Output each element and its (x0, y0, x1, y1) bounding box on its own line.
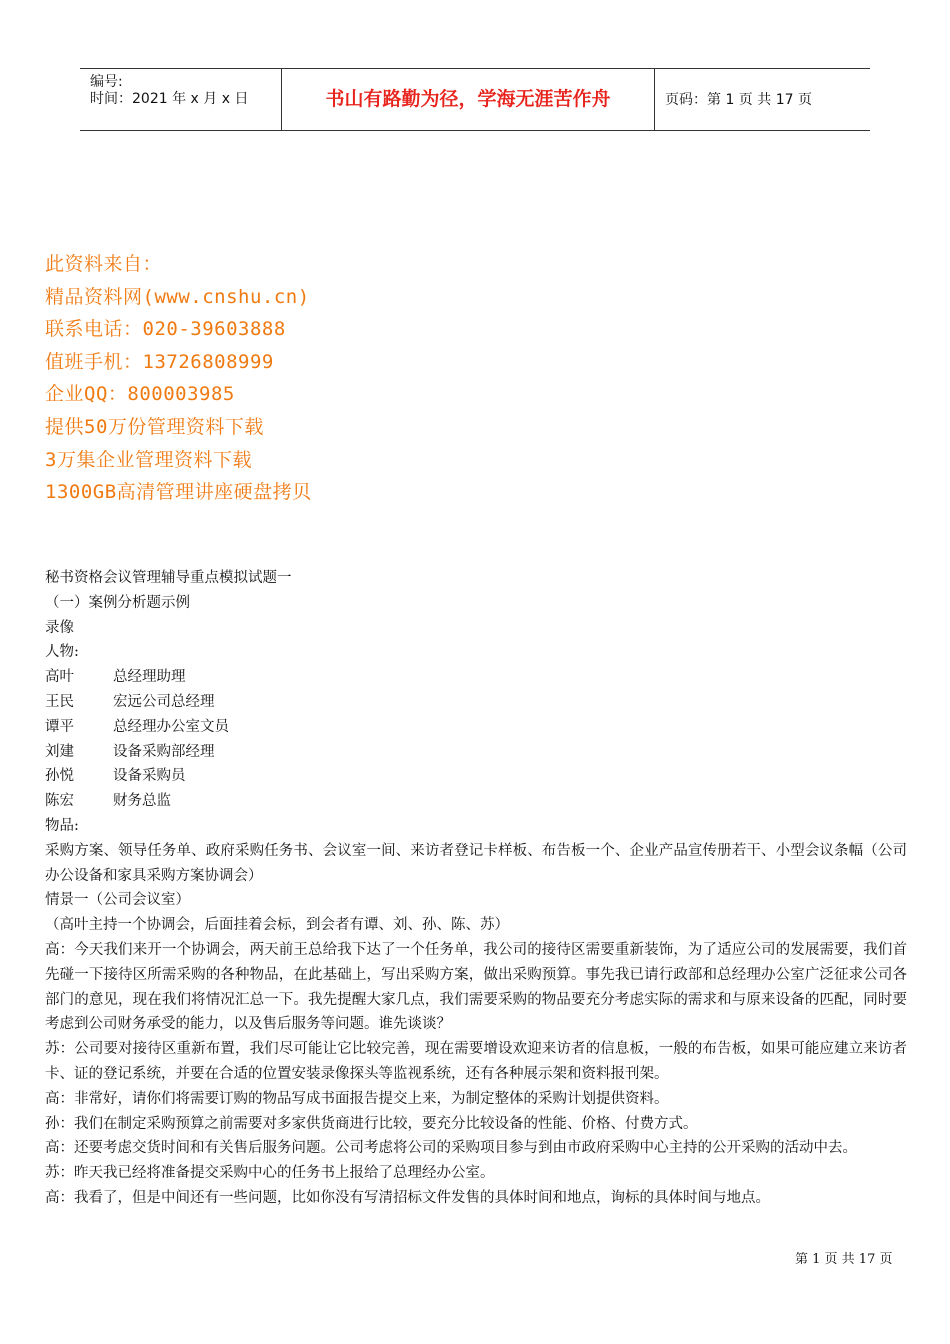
person-row (45, 665, 907, 690)
person-role: 总经理办公室文员 (113, 718, 229, 735)
person-row (45, 690, 907, 715)
section-heading: （一）案例分析题示例 (45, 594, 190, 611)
dialogue-line: 高：我看了，但是中间还有一些问题，比如你没有写清招标文件发售的具体时间和地点，询标的具体时间与地点。 (45, 1189, 770, 1206)
people-label: 人物: (45, 644, 79, 661)
promo-line: 3万集企业管理资料下载 (45, 448, 252, 471)
promo-line: 企业QQ：800003985 (45, 383, 235, 406)
header-motto: 书山有路勤为径，学海无涯苦作舟 (282, 69, 655, 130)
time-label: 时间：2021 年 x 月 x 日 (90, 91, 249, 107)
person-name: 高叶 (45, 669, 74, 686)
promo-line: 联系电话：020-39603888 (45, 318, 286, 341)
page-label: 页码：第 1 页 共 17 页 (665, 92, 812, 108)
number-label: 编号: (90, 74, 123, 90)
page-footer: 第 1 页 共 17 页 (795, 1252, 893, 1267)
dialogue-line: 高：还要考虑交货时间和有关售后服务问题。公司考虑将公司的采购项目参与到由市政府采购中心主持的公开采购的活动中去。 (45, 1140, 857, 1157)
promo-line: 精品资料网(www.cnshu.cn) (45, 285, 310, 308)
person-name: 王民 (45, 693, 74, 710)
page-header (80, 68, 870, 131)
person-role: 设备采购员 (113, 768, 186, 785)
dialogue-line: 高：今天我们来开一个协调会，两天前王总给我下达了一个任务单，我公司的接待区需要重新装饰，为了适应公司的发展需要，我们首先碰一下接待区所需采购的各种物品，在此基础上，写出采购方案，做出采购预算。事先我已请行政部和总经理办公室广泛征求公司各部门的意见，现在我们将情况汇总一下。我先提醒大家几点，我们需要采购的物品要充分考虑实际的需求和与原来设备的匹配，同时要考虑到公司财务承受的能力，以及售后服务等问题。谁先谈谈？ (45, 941, 907, 1033)
promo-block (45, 248, 312, 509)
doc-title: 秘书资格会议管理辅导重点模拟试题一 (45, 570, 292, 586)
dialogue-line: 苏：昨天我已经将准备提交采购中心的任务书上报给了总理经办公室。 (45, 1165, 495, 1182)
promo-line: 此资料来自： (45, 253, 163, 275)
person-name: 孙悦 (45, 768, 74, 785)
person-name: 谭平 (45, 718, 74, 735)
items-label: 物品: (45, 817, 79, 834)
promo-line: 提供50万份管理资料下载 (45, 415, 264, 438)
header-page (655, 69, 870, 130)
person-role: 总经理助理 (113, 669, 186, 686)
promo-line: 1300GB高清管理讲座硬盘拷贝 (45, 481, 312, 504)
dialogue-line: 高：非常好，请你们将需要订购的物品写成书面报告提交上来，为制定整体的采购计划提供资料。 (45, 1090, 669, 1107)
person-row (45, 715, 907, 740)
person-row (45, 789, 907, 814)
person-row (45, 740, 907, 765)
video-label: 录像 (45, 619, 74, 636)
person-name: 陈宏 (45, 793, 74, 810)
dialogue-line: 苏：公司要对接待区重新布置，我们尽可能让它比较完善，现在需要增设欢迎来访者的信息板，一般的布告板，如果可能应建立来访者卡、证的登记系统，并要在合适的位置安装录像探头等监视系统，还有各种展示架和资料报刊架。 (45, 1041, 907, 1082)
header-meta (80, 69, 282, 130)
items-text: 采购方案、领导任务单、政府采购任务书、会议室一间、来访者登记卡样板、布告板一个、企业产品宣传册若干、小型会议条幅（公司办公设备和家具采购方案协调会） (45, 842, 907, 884)
person-role: 财务总监 (113, 793, 171, 810)
person-role: 宏远公司总经理 (113, 693, 215, 710)
promo-line: 值班手机：13726808999 (45, 350, 274, 373)
person-role: 设备采购部经理 (113, 743, 215, 760)
person-row (45, 764, 907, 789)
dialogue-line: 孙：我们在制定采购预算之前需要对多家供货商进行比较，要充分比较设备的性能、价格、付费方式。 (45, 1115, 698, 1132)
person-name: 刘建 (45, 743, 74, 760)
scene-heading: 情景一（公司会议室） (45, 892, 190, 909)
scene-note: （高叶主持一个协调会，后面挂着会标，到会者有谭、刘、孙、陈、苏） (45, 917, 509, 934)
document-body (45, 566, 907, 1211)
